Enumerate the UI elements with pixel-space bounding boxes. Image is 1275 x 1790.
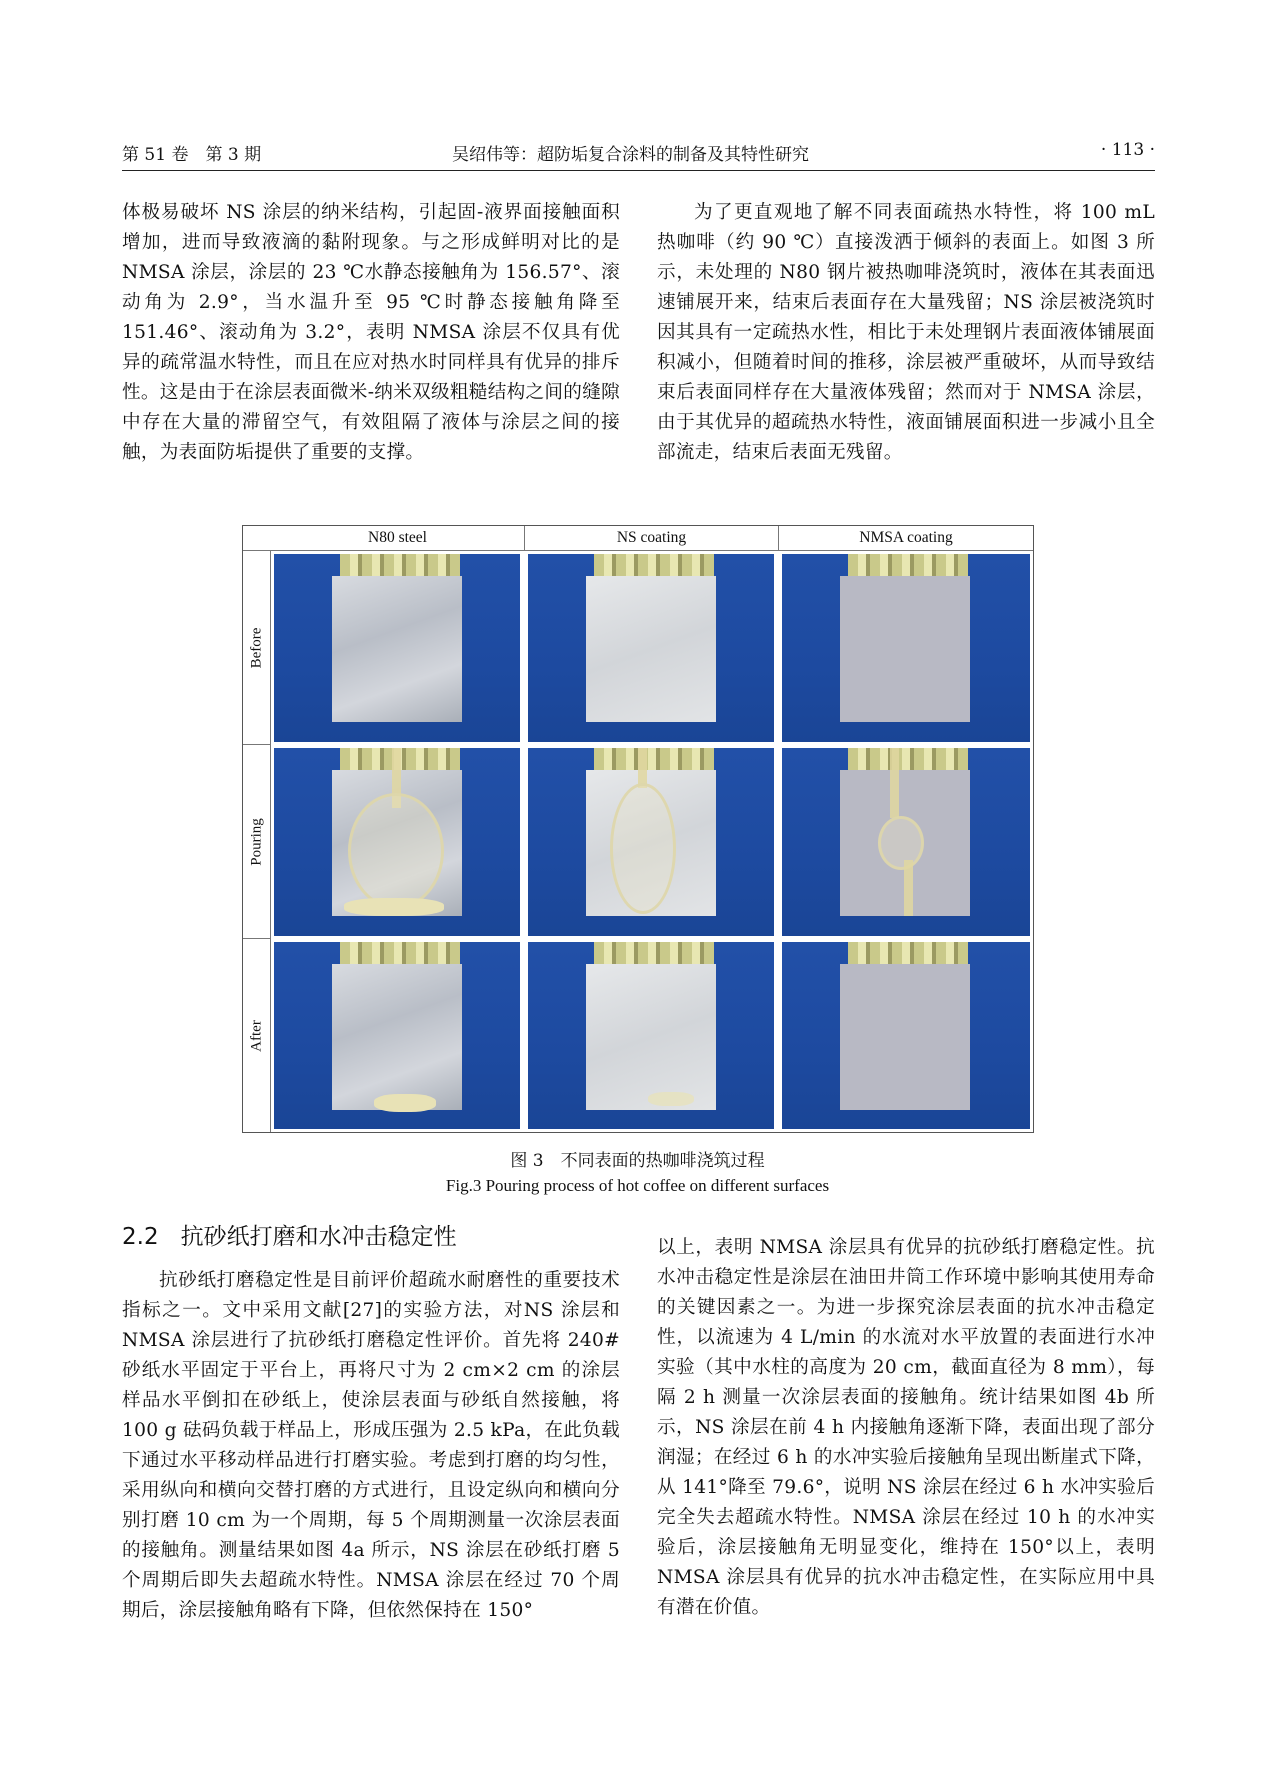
figure-caption-en: Fig.3 Pouring process of hot coffee on different surfaces: [445, 1176, 830, 1195]
header-rule: [122, 170, 1155, 171]
running-title: 吴绍伟等：超防垢复合涂料的制备及其特性研究: [452, 145, 809, 165]
steel-plate: [332, 964, 462, 1110]
figure-col-header-n80: N80 steel: [271, 526, 525, 550]
photo-ns-before: [528, 554, 774, 742]
photo-n80-pouring: [274, 748, 520, 936]
figure-caption-cn: 图 3 不同表面的热咖啡浇筑过程: [510, 1151, 765, 1171]
running-header: [122, 140, 1155, 164]
coffee-residue: [374, 1094, 436, 1112]
figure-col-header-ns: NS coating: [525, 526, 779, 550]
figure-row-before: [243, 551, 271, 745]
right-column-top: [657, 198, 1155, 468]
coffee-residue: [344, 898, 444, 916]
section-number: 2.2: [122, 1224, 159, 1250]
figure-row-after: [243, 939, 271, 1132]
right-column-bottom: [657, 1233, 1155, 1623]
figure-row-pouring: [243, 745, 271, 939]
paragraph-right-bottom: 以上，表明 NMSA 涂层具有优异的抗砂纸打磨稳定性。抗水冲击稳定性是涂层在油田井筒工作环境中影响其使用寿命的关键因素之一。为进一步探究涂层表面的抗水冲击稳定性，以流速为 4 L/min 的水流对水平放置的表面进行水冲实验（其中水柱的高度为 20 cm，截面直径为 8 mm），每隔 2 h 测量一次涂层表面的接触角。统计结果如图 4b 所示，NS 涂层在前 4 h 内接触角逐渐下降，表面出现了部分润湿；在经过 6 h 的水冲实验后接触角呈现出断崖式下降，从 141°降至 79.6°，说明 NS 涂层在经过 6 h 水冲实验后完全失去超疏水特性。NMSA 涂层在经过 10 h 的水冲实验后，涂层接触角无明显变化，维持在 150°以上，表明 NMSA 涂层具有优异的抗水冲击稳定性，在实际应用中具有潜在价值。: [657, 1237, 1155, 1618]
paragraph-left-bottom: 抗砂纸打磨稳定性是目前评价超疏水耐磨性的重要技术指标之一。文中采用文献[27]的实验方法，对NS 涂层和NMSA 涂层进行了抗砂纸打磨稳定性评价。首先将 240#砂纸水平固定于平台上，再将尺寸为 2 cm×2 cm 的涂层样品水平倒扣在砂纸上，使涂层表面与砂纸自然接触，将 100 g 砝码负载于样品上，形成压强为 2.5 kPa，在此负载下通过水平移动样品进行打磨实验。考虑到打磨的均匀性，采用纵向和横向交替打磨的方式进行，且设定纵向和横向分别打磨 10 cm 为一个周期，每 5 个周期测量一次涂层表面的接触角。测量结果如图 4a 所示，NS 涂层在砂纸打磨 5 个周期后即失去超疏水特性。NMSA 涂层在经过 70 个周期后，涂层接触角略有下降，但依然保持在 150°: [122, 1270, 620, 1621]
row-label-pouring: Pouring: [248, 817, 264, 866]
section-heading: [122, 1218, 457, 1251]
ns-plate: [586, 576, 716, 722]
photo-nmsa-before: [782, 554, 1030, 742]
photo-n80-after: [274, 942, 520, 1129]
coffee-spread: [348, 793, 444, 909]
coffee-runoff: [904, 860, 913, 916]
photo-n80-before: [274, 554, 520, 742]
figure-3: [242, 525, 1034, 1133]
volume-issue: 第 51 卷 第 3 期: [122, 145, 262, 165]
coffee-spread: [610, 783, 676, 914]
photo-nmsa-after: [782, 942, 1030, 1129]
coffee-stream: [890, 748, 899, 818]
paragraph-right-top: 为了更直观地了解不同表面疏热水特性，将 100 mL 热咖啡（约 90 ℃）直接泼洒于倾斜的表面上。如图 3 所示，未处理的 N80 钢片被热咖啡浇筑时，液体在其表面迅速铺展开来，结束后表面存在大量残留；NS 涂层被浇筑时因其具有一定疏热水性，相比于未处理钢片表面液体铺展面积减小，但随着时间的推移，涂层被严重破坏，从而导致结束后表面同样存在大量液体残留；然而对于 NMSA 涂层，由于其优异的超疏热水特性，液面铺展面积进一步减小且全部流走，结束后表面无残留。: [657, 202, 1155, 463]
photo-ns-after: [528, 942, 774, 1129]
row-label-after: After: [248, 1019, 264, 1052]
left-column-bottom: [122, 1266, 620, 1626]
section-title: 抗砂纸打磨和水冲击稳定性: [180, 1224, 457, 1250]
nmsa-plate: [840, 964, 970, 1110]
steel-plate: [332, 576, 462, 722]
ns-plate: [586, 964, 716, 1110]
page-number: · 113 ·: [1100, 140, 1155, 160]
coffee-droplet-flow: [878, 816, 924, 870]
left-column-top: [122, 198, 620, 468]
figure-col-header-nmsa: NMSA coating: [859, 529, 953, 546]
photo-nmsa-pouring: [782, 748, 1030, 936]
coffee-stream: [638, 748, 647, 788]
paragraph-left-top: 体极易破坏 NS 涂层的纳米结构，引起固-液界面接触面积增加，进而导致液滴的黏附现象。与之形成鲜明对比的是 NMSA 涂层，涂层的 23 ℃水静态接触角为 156.57°、滚动角为 2.9°，当水温升至 95 ℃时静态接触角降至 151.46°、滚动角为 3.2°，表明 NMSA 涂层不仅具有优异的疏常温水特性，而且在应对热水时同样具有优异的排斥性。这是由于在涂层表面微米-纳米双级粗糙结构之间的缝隙中存在大量的滞留空气，有效阻隔了液体与涂层之间的接触，为表面防垢提供了重要的支撑。: [122, 202, 620, 463]
row-label-before: Before: [248, 627, 264, 668]
figure-header-divider: [243, 550, 1033, 551]
nmsa-plate: [840, 576, 970, 722]
photo-ns-pouring: [528, 748, 774, 936]
coffee-residue: [648, 1092, 694, 1106]
